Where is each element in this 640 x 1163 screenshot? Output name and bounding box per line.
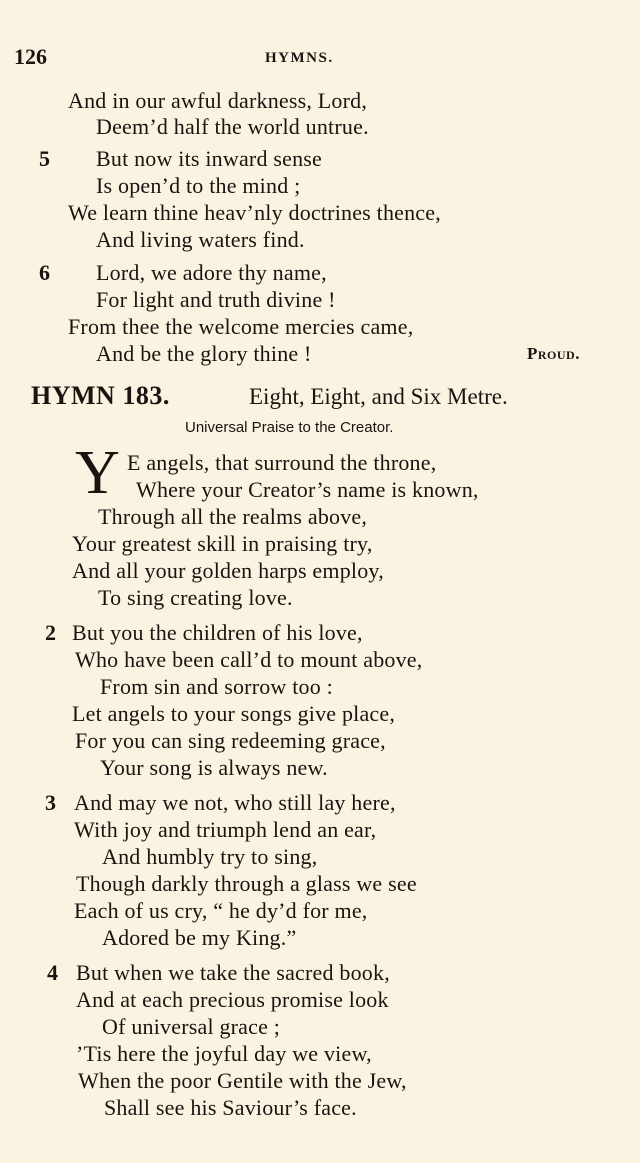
verse-line: Of universal grace ; <box>102 1014 281 1039</box>
stanza-number: 4 <box>47 960 58 985</box>
verse-line: And may we not, who still lay here, <box>74 790 396 815</box>
verse-line: But you the children of his love, <box>72 620 363 645</box>
verse-line: For you can sing redeeming grace, <box>75 728 386 753</box>
verse-line: But now its inward sense <box>96 146 323 171</box>
verse-line: From thee the welcome mercies came, <box>68 314 414 339</box>
verse-line: Through all the realms above, <box>98 504 368 529</box>
drop-cap: Y <box>75 439 120 507</box>
verse-line: Is open’d to the mind ; <box>96 173 301 198</box>
stanza-number: 3 <box>45 790 56 815</box>
verse-line: And be the glory thine ! <box>96 341 312 366</box>
verse-line: And in our awful darkness, Lord, <box>68 88 368 113</box>
hymn-title: HYMN 183. <box>31 381 170 410</box>
verse-line: Each of us cry, “ he dy’d for me, <box>74 898 368 923</box>
verse-line: From sin and sorrow too : <box>100 674 333 699</box>
verse-line: To sing creating love. <box>98 585 293 610</box>
hymn-subtitle: Universal Praise to the Creator. <box>185 419 394 436</box>
verse-line: Let angels to your songs give place, <box>72 701 396 726</box>
verse-line: Your greatest skill in praising try, <box>72 531 373 556</box>
verse-line: With joy and triumph lend an ear, <box>74 817 377 842</box>
verse-line: Who have been call’d to mount above, <box>75 647 423 672</box>
verse-line: E angels, that surround the throne, <box>127 450 437 475</box>
verse-line: For light and truth divine ! <box>96 287 336 312</box>
verse-line: And living waters find. <box>96 227 305 252</box>
verse-line: Adored be my King.” <box>102 925 297 950</box>
verse-line: And humbly try to sing, <box>102 844 318 869</box>
verse-line: Deem’d half the world untrue. <box>96 114 369 139</box>
running-head: HYMNS. <box>265 50 334 66</box>
verse-line: Shall see his Saviour’s face. <box>104 1095 357 1120</box>
verse-line: And all your golden harps employ, <box>72 558 384 583</box>
verse-line: And at each precious promise look <box>76 987 389 1012</box>
verse-line: Though darkly through a glass we see <box>76 871 417 896</box>
verse-line: Where your Creator’s name is known, <box>136 477 479 502</box>
verse-line: Your song is always new. <box>100 755 328 780</box>
verse-line: We learn thine heav’nly doctrines thence, <box>68 200 441 225</box>
verse-line: ’Tis here the joyful day we view, <box>76 1041 372 1066</box>
hymn-metre: Eight, Eight, and Six Metre. <box>249 384 508 409</box>
stanza-number: 6 <box>39 260 50 285</box>
verse-line: But when we take the sacred book, <box>76 960 390 985</box>
author-attribution: Proud. <box>527 344 580 363</box>
stanza-number: 2 <box>45 620 56 645</box>
verse-line: Lord, we adore thy name, <box>96 260 327 285</box>
stanza-number: 5 <box>39 146 50 171</box>
page-number: 126 <box>14 44 47 69</box>
verse-line: When the poor Gentile with the Jew, <box>78 1068 407 1093</box>
